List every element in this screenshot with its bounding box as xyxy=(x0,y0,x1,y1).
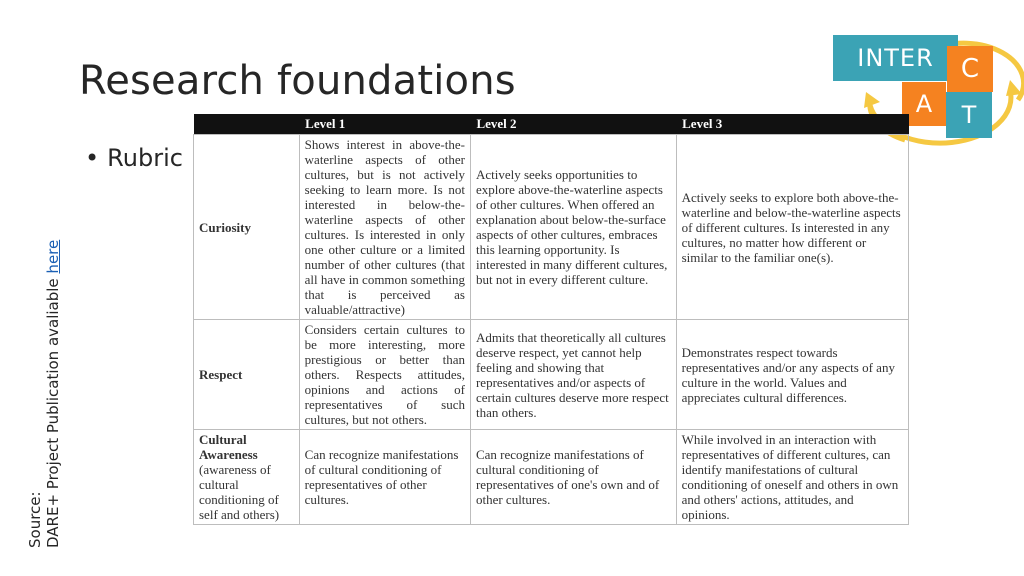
cell-level-2: Can recognize manifestations of cultural conditioning of representatives of one's own and of other cultures. xyxy=(470,430,676,525)
logo-inter: INTER xyxy=(833,35,958,81)
header-level-2: Level 2 xyxy=(470,114,676,135)
rubric-header-row xyxy=(194,114,909,135)
logo-a: A xyxy=(902,82,946,126)
row-label: Respect xyxy=(194,320,300,430)
row-label-cell xyxy=(194,430,300,525)
cell-level-1: Can recognize manifestations of cultural conditioning of representatives of other cultures. xyxy=(299,430,470,525)
source-text: DARE+ Project Publication avaliable xyxy=(44,273,62,548)
source-note xyxy=(26,240,62,548)
cell-level-3: Actively seeks to explore both above-the-waterline and below-the-waterline aspects of different cultures. Is interested in any cultures, no matter how different or similar to the familiar one(s). xyxy=(676,135,908,320)
bullet-text: Rubric xyxy=(107,144,183,172)
cell-level-3: While involved in an interaction with representatives of different cultures, can identify manifestations of cultural conditioning of oneself and others in own and others' actions, attitudes, and opinions. xyxy=(676,430,908,525)
logo-c: C xyxy=(947,46,993,92)
header-empty xyxy=(194,114,300,135)
row-label-sub: (awareness of cultural conditioning of self and others) xyxy=(199,462,280,522)
table-row xyxy=(194,320,909,430)
header-level-3: Level 3 xyxy=(676,114,908,135)
rubric-table xyxy=(193,114,909,525)
cell-level-2: Actively seeks opportunities to explore above-the-waterline aspects of other cultures. When offered an explanation about below-the-surface aspects of other cultures, embraces this learning opportunity. Is interested in many different cultures, but not in every different culture. xyxy=(470,135,676,320)
bullet-item xyxy=(85,144,183,172)
cell-level-1: Shows interest in above-the-waterline aspects of other cultures, but is not actively seeking to learn more. Is not interested in below-the-waterline aspects of other cultures. Is interested in only one other culture or a limited number of other cultures (that all have in common something that is perceived as valuable/attractive) xyxy=(299,135,470,320)
cell-level-3: Demonstrates respect towards representatives and/or any aspects of any culture in the world. Values and appreciates cultural differences. xyxy=(676,320,908,430)
header-level-1: Level 1 xyxy=(299,114,470,135)
row-label: Curiosity xyxy=(194,135,300,320)
bullet-dot-icon: • xyxy=(85,144,100,172)
slide-title: Research foundations xyxy=(79,58,516,104)
source-line xyxy=(44,240,62,548)
table-row xyxy=(194,135,909,320)
cell-level-2: Admits that theoretically all cultures deserve respect, yet cannot help feeling and showing that representatives and/or aspects of certain cultures deserve more respect than others. xyxy=(470,320,676,430)
source-prefix: Source: xyxy=(26,491,44,548)
table-row xyxy=(194,430,909,525)
cell-level-1: Considers certain cultures to be more interesting, more prestigious or better than others. Respects attitudes, opinions and actions of representatives of such cultures, but not others. xyxy=(299,320,470,430)
row-label: Cultural Awareness xyxy=(199,432,258,462)
source-link[interactable]: here xyxy=(44,239,62,274)
logo-t: T xyxy=(946,92,992,138)
